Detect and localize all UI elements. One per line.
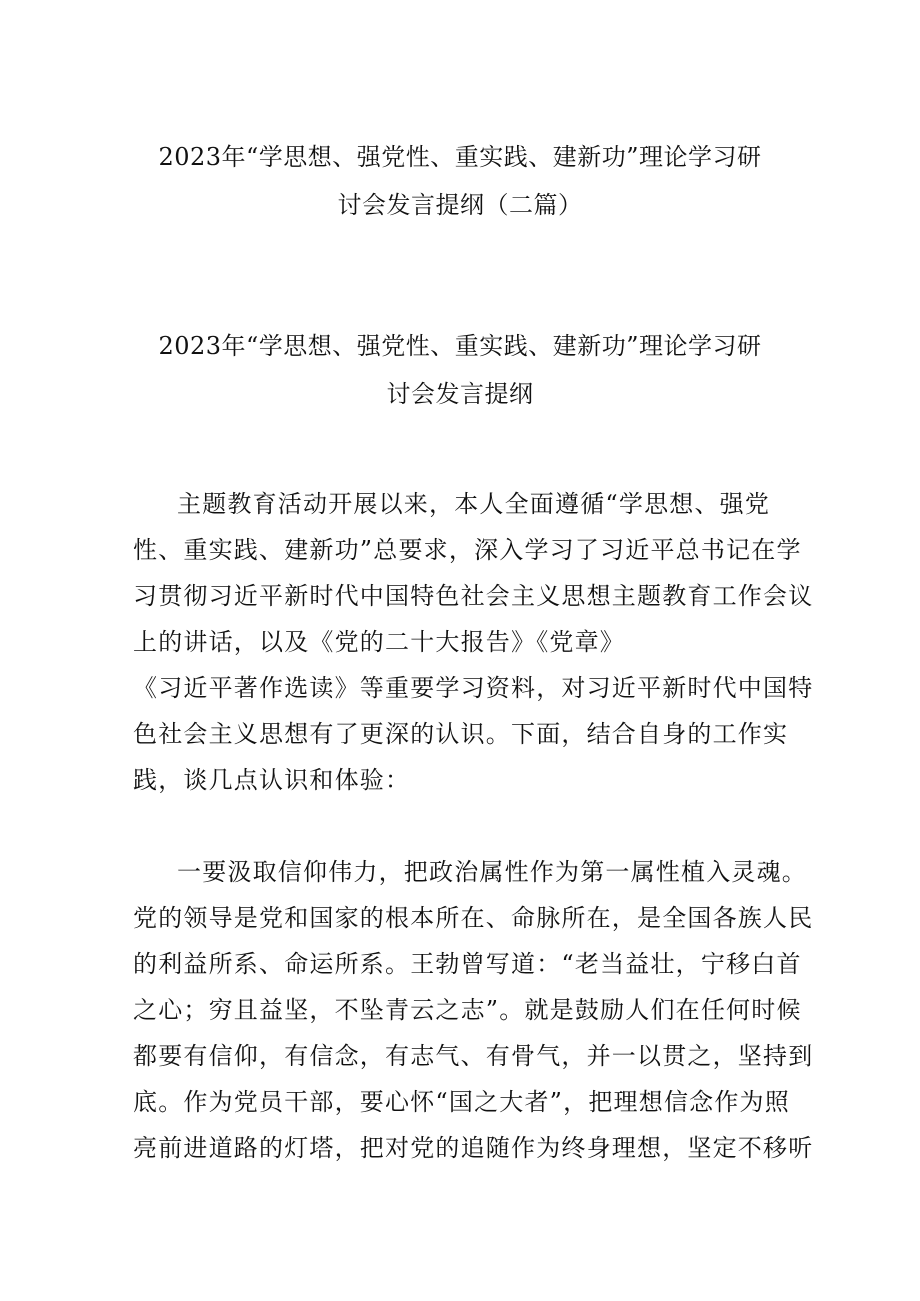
paragraph-line: 都要有信仰，有信念，有志气、有骨气，并一以贯之，坚持到 <box>133 1042 814 1070</box>
sub-title <box>0 322 920 418</box>
paragraph-line: 亮前进道路的灯塔，把对党的追随作为终身理想，坚定不移听 <box>133 1134 814 1162</box>
paragraph-line: 上的讲话，以及《党的二十大报告》《党章》 <box>133 628 625 656</box>
paragraph-line: 习贯彻习近平新时代中国特色社会主义思想主题教育工作会议 <box>133 582 814 610</box>
paragraph-line: 的利益所系、命运所系。王勃曾写道：“老当益壮，宁移白首 <box>133 950 802 978</box>
paragraph-line: 一要汲取信仰伟力，把政治属性作为第一属性植入灵魂。 <box>177 858 807 886</box>
sub-title-line: 讨会发言提纲 <box>386 380 534 408</box>
paragraph-line: 性、重实践、建新功”总要求，深入学习了习近平总书记在学 <box>133 536 802 564</box>
point-one-paragraph <box>133 849 814 1171</box>
main-title <box>0 133 920 229</box>
intro-paragraph <box>133 481 814 803</box>
paragraph-line: 党的领导是党和国家的根本所在、命脉所在，是全国各族人民 <box>133 904 814 932</box>
paragraph-line: 之心；穷且益坚，不坠青云之志”。就是鼓励人们在任何时候 <box>133 996 802 1024</box>
paragraph-line: 主题教育活动开展以来，本人全面遵循“学思想、强党 <box>177 490 771 518</box>
paragraph-line: 《习近平著作选读》等重要学习资料，对习近平新时代中国特 <box>133 674 814 702</box>
paragraph-line: 底。作为党员干部，要心怀“国之大者”，把理想信念作为照 <box>133 1088 790 1116</box>
main-title-line: 讨会发言提纲（二篇） <box>337 191 583 219</box>
paragraph-line: 践，谈几点认识和体验： <box>133 766 411 794</box>
paragraph-line: 色社会主义思想有了更深的认识。下面，结合自身的工作实 <box>133 720 789 748</box>
sub-title-line: 2023年“学思想、强党性、重实践、建新功”理论学习研 <box>158 332 762 360</box>
main-title-line: 2023年“学思想、强党性、重实践、建新功”理论学习研 <box>158 143 762 171</box>
